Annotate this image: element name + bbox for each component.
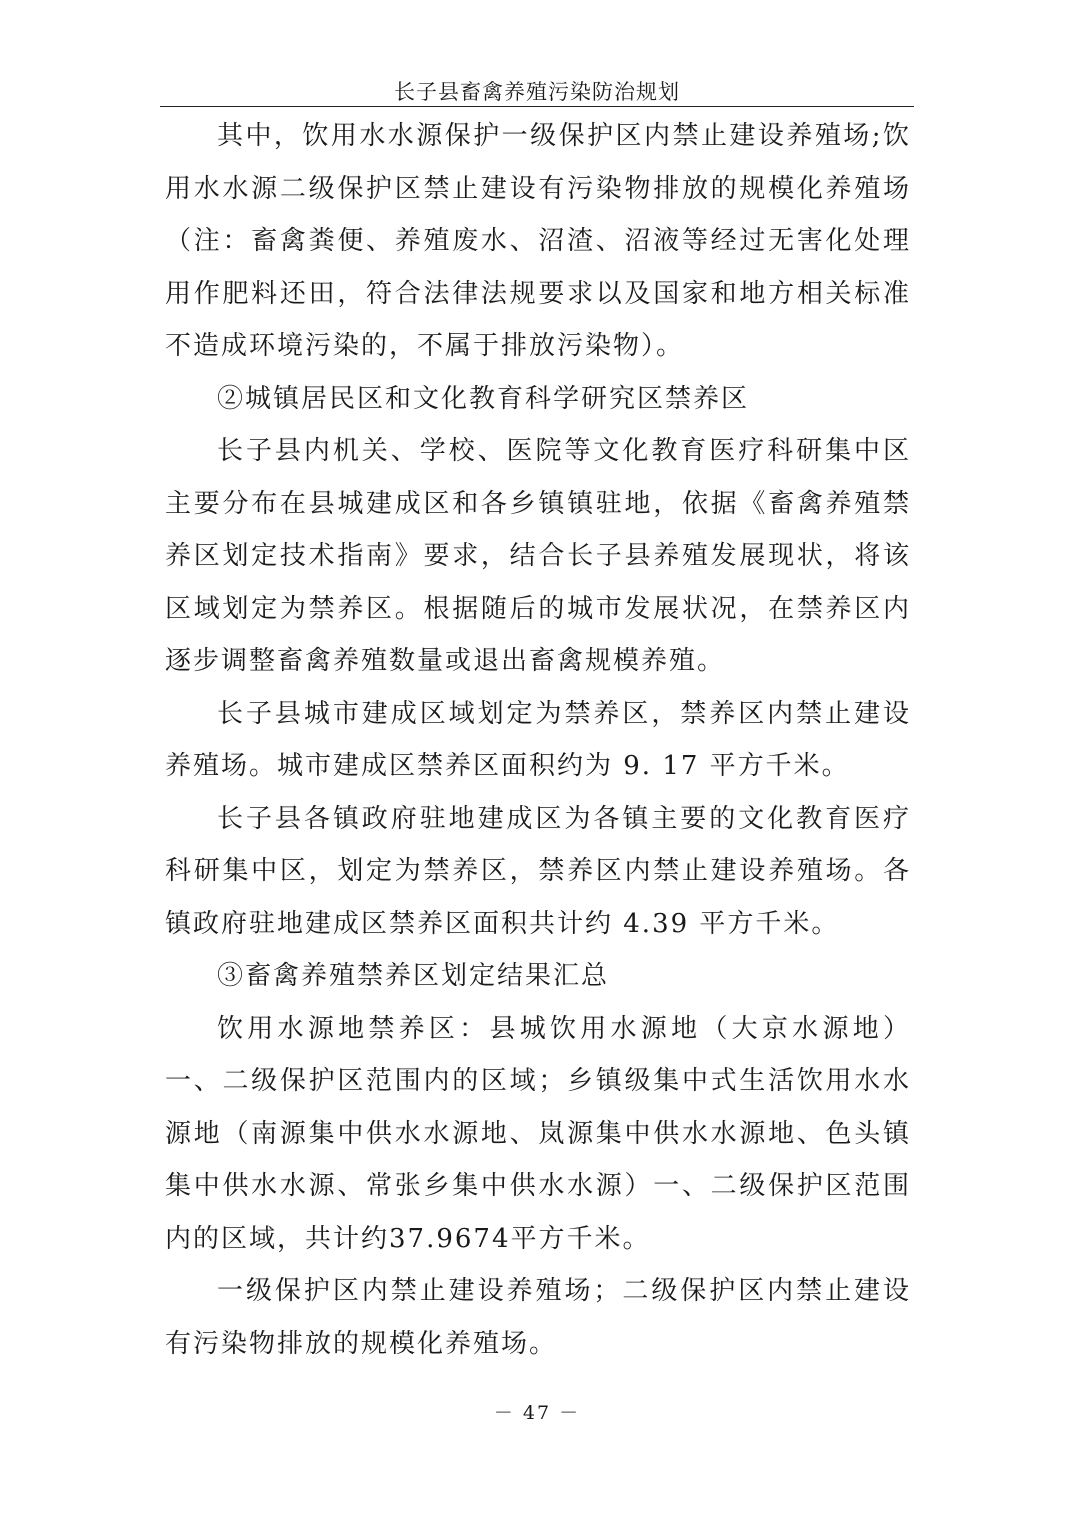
running-header: 长子县畜禽养殖污染防治规划 bbox=[394, 80, 680, 104]
paragraph-protection-zone-rules: 其中，饮用水水源保护一级保护区内禁止建设养殖场;饮用水水源二级保护区禁止建设有污染物排放的规模化养殖场（注：畜禽粪便、养殖废水、沼渣、沼液等经过无害化处理用作肥料还田，符合法律法规要求以及国家和地方相关标准不造成环境污染的，不属于排放污染物）。 bbox=[165, 121, 911, 361]
section-heading-summary: ③畜禽养殖禁养区划定结果汇总 bbox=[217, 961, 610, 991]
page-number: － 47 － bbox=[493, 1402, 581, 1424]
paragraph-protection-level-rules: 一级保护区内禁止建设养殖场；二级保护区内禁止建设有污染物排放的规模化养殖场。 bbox=[165, 1276, 911, 1359]
paragraph-water-source-zones: 饮用水源地禁养区：县城饮用水源地（大京水源地）一、二级保护区范围内的区域；乡镇级集中式生活饮用水水源地（南源集中供水水源地、岚源集中供水水源地、色头镇集中供水水源、常张乡集中供水水源）一、二级保护区范围内的区域，共计约37.9674平方千米。 bbox=[165, 1013, 911, 1254]
paragraph-urban-built-area: 长子县城市建成区域划定为禁养区，禁养区内禁止建设养殖场。城市建成区禁养区面积约为 9. 17 平方千米。 bbox=[165, 698, 911, 781]
header-divider bbox=[160, 106, 914, 107]
paragraph-town-government-areas: 长子县各镇政府驻地建成区为各镇主要的文化教育医疗科研集中区，划定为禁养区，禁养区内禁止建设养殖场。各镇政府驻地建成区禁养区面积共计约 4.39 平方千米。 bbox=[165, 803, 911, 939]
section-heading-residential-education-zone: ②城镇居民区和文化教育科学研究区禁养区 bbox=[217, 383, 750, 414]
paragraph-education-medical-zones: 长子县内机关、学校、医院等文化教育医疗科研集中区主要分布在县城建成区和各乡镇镇驻地，依据《畜禽养殖禁养区划定技术指南》要求，结合长子县养殖发展现状，将该区域划定为禁养区。根据随后的城市发展状况，在禁养区内逐步调整畜禽养殖数量或退出畜禽规模养殖。 bbox=[165, 436, 911, 676]
document-body bbox=[165, 110, 911, 1370]
